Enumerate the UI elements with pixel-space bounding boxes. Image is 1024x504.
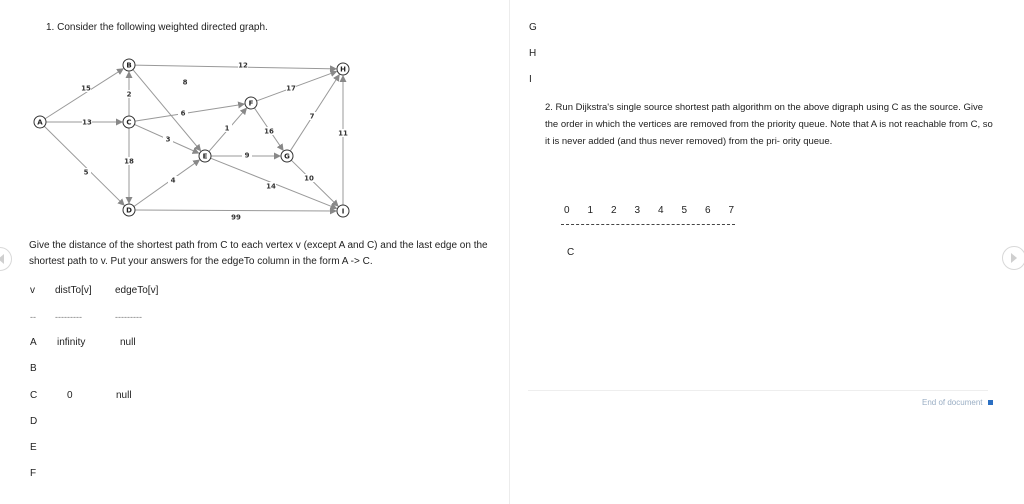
edge-weight-G-H: 7 xyxy=(309,112,315,121)
end-of-document-label: End of document xyxy=(922,398,983,407)
table-row-dist: infinity xyxy=(57,337,86,348)
node-label: E xyxy=(202,152,208,161)
edge-weight-F-H: 17 xyxy=(286,84,296,93)
page-divider xyxy=(509,0,510,504)
edge-weight-B-E: 8 xyxy=(182,78,188,87)
table-row-dist: 0 xyxy=(67,390,73,401)
edge-weight-A-B: 15 xyxy=(81,84,91,93)
table-row-vertex: B xyxy=(30,363,37,374)
node-E xyxy=(199,150,211,162)
edge-A-B xyxy=(45,69,123,119)
node-label: C xyxy=(126,118,132,127)
edge-A-D xyxy=(44,126,124,205)
edge-weight-D-I: 99 xyxy=(231,213,241,222)
table-row-vertex: G xyxy=(529,22,537,33)
node-label: F xyxy=(248,99,254,108)
table-row-vertex: F xyxy=(30,468,37,479)
edge-weight-C-E: 3 xyxy=(165,135,171,144)
priority-queue-index: 0 xyxy=(564,205,570,216)
weighted-digraph xyxy=(28,54,358,224)
node-C xyxy=(123,116,135,128)
edge-C-F xyxy=(135,104,244,121)
edge-weight-D-E: 4 xyxy=(170,176,176,185)
table-row-vertex: I xyxy=(529,74,532,85)
edge-weight-B-H: 12 xyxy=(238,61,248,70)
edge-weight-C-D: 18 xyxy=(124,157,134,166)
table-row-vertex: C xyxy=(30,390,38,401)
edge-weight-E-G: 9 xyxy=(244,151,250,160)
edge-weight-A-D: 5 xyxy=(83,168,89,177)
end-divider xyxy=(528,390,988,391)
table-row-edge: null xyxy=(116,390,132,401)
question-1-title: 1. Consider the following weighted directed graph. xyxy=(46,22,268,33)
node-I xyxy=(337,205,349,217)
priority-queue-index: 6 xyxy=(705,205,711,216)
table-separator-0: -- xyxy=(30,312,36,322)
edge-weight-I-H: 11 xyxy=(338,129,348,138)
end-of-document xyxy=(922,398,993,407)
question-2-text: 2. Run Dijkstra's single source shortest path algorithm on the above digraph using C as the source. Give the order in which the vertices are removed from the priority queue. Note that A is not reachable from C, so it is never added (and thus never removed) from the pri- ority queue. xyxy=(545,102,993,147)
node-label: G xyxy=(284,152,290,161)
table-header-1: distTo[v] xyxy=(55,285,92,296)
instructions-text: Give the distance of the shortest path from C to each vertex v (except A and C) and the last edge on the shortest path to v. Put your answers for the edgeTo column in the form A -> C. xyxy=(29,240,488,267)
priority-queue-index: 2 xyxy=(611,205,617,216)
edge-D-I xyxy=(135,210,336,211)
edge-weight-F-G: 16 xyxy=(264,127,274,136)
priority-queue-index: 4 xyxy=(658,205,664,216)
node-label: I xyxy=(341,207,345,216)
edge-weight-C-F: 6 xyxy=(180,109,186,118)
edge-weight-C-B: 2 xyxy=(126,90,132,99)
table-row-vertex: A xyxy=(30,337,37,348)
next-page-button[interactable] xyxy=(1002,246,1024,270)
node-label: B xyxy=(126,61,132,70)
table-row-vertex: D xyxy=(30,416,38,427)
table-row-vertex: H xyxy=(529,48,537,59)
table-row-vertex: E xyxy=(30,442,37,453)
edge-weight-E-I: 14 xyxy=(266,182,276,191)
node-F xyxy=(245,97,257,109)
priority-queue-index: 5 xyxy=(681,205,688,216)
table-separator-1: --------- xyxy=(55,312,82,322)
priority-queue-index: 3 xyxy=(634,205,641,216)
edge-weight-E-F: 1 xyxy=(224,124,230,133)
priority-queue-index: 7 xyxy=(728,205,735,216)
node-D xyxy=(123,204,135,216)
table-separator-2: --------- xyxy=(115,312,142,322)
node-label: D xyxy=(126,206,132,215)
edge-weight-G-I: 10 xyxy=(304,174,314,183)
table-row-edge: null xyxy=(120,337,136,348)
node-H xyxy=(337,63,349,75)
table-header-0: v xyxy=(30,285,35,296)
node-B xyxy=(123,59,135,71)
node-label: A xyxy=(37,118,43,127)
node-G xyxy=(281,150,293,162)
edge-B-H xyxy=(135,65,336,69)
node-label: H xyxy=(340,65,346,74)
priority-queue-index: 1 xyxy=(587,205,594,216)
edge-weight-A-C: 13 xyxy=(82,118,92,127)
priority-queue-separator xyxy=(561,224,735,225)
previous-page-button[interactable] xyxy=(0,247,12,271)
table-header-2: edgeTo[v] xyxy=(115,285,159,296)
end-marker-icon xyxy=(988,400,993,405)
priority-queue-entry-0: C xyxy=(567,247,575,258)
edge-F-H xyxy=(257,71,337,100)
edge-D-E xyxy=(134,160,199,206)
node-A xyxy=(34,116,46,128)
